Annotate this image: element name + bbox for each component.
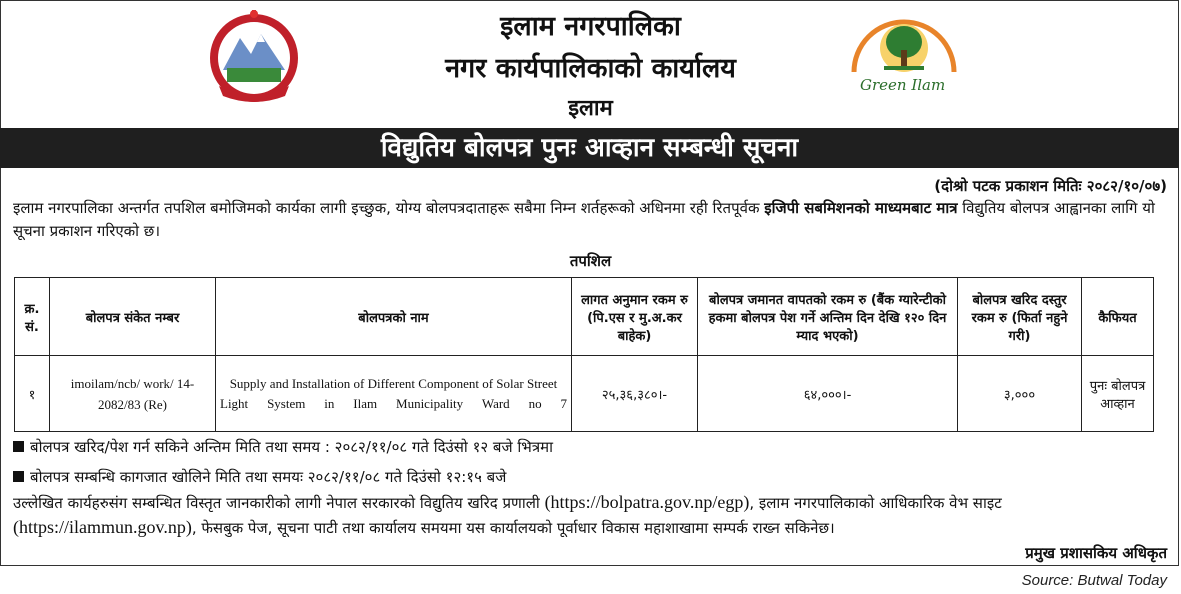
col-header-fee: बोलपत्र खरिद दस्तुर रकम रु (फिर्ता नहुने गरी) <box>958 278 1082 356</box>
col-header-name: बोलपत्रको नाम <box>216 278 572 356</box>
note-text: बोलपत्र खरिद/पेश गर्न सकिने अन्तिम मिति तथा समय : २०८२/११/०८ गते दिउंसो १२ बजे भित्रमा <box>30 438 553 456</box>
intro-text-1: इलाम नगरपालिका अन्तर्गत तपशिल बमोजिमको कार्यका लागी इच्छुक, योग्य बोलपत्रदाताहरू सबैमा निम्न शर्तहरूको अधिनमा रही रितपूर्वक <box>13 199 765 217</box>
table-header-row <box>15 278 1154 356</box>
contact-text-2: , इलाम नगरपालिकाको आधिकारिक वेभ साइट <box>749 494 1002 512</box>
note-item <box>13 467 506 487</box>
table-row <box>15 356 1154 432</box>
col-header-code: बोलपत्र संकेत नम्बर <box>50 278 216 356</box>
note-text: बोलपत्र सम्बन्धि कागजात खोलिने मिति तथा समयः २०८२/११/०८ गते दिउंसो १२:१५ बजे <box>30 468 507 486</box>
contact-paragraph <box>13 490 1173 540</box>
cell-fee: ३,००० <box>958 356 1082 432</box>
notice-header <box>0 0 1181 128</box>
cell-name: Supply and Installation of Different Component of Solar Street Light System in Ilam Municipality Ward no 7 <box>216 356 572 432</box>
publication-date: (दोश्रो पटक प्रकाशन मितिः २०८२/१०/०७) <box>934 177 1167 195</box>
cell-bid-security: ६४,०००।- <box>698 356 958 432</box>
intro-bold: इजिपी सबमिशनको माध्यमबाट मात्र <box>764 199 958 217</box>
intro-text-2: विद्युतिय बोलपत्र आह्वानका लागि यो सूचना प्रकाशन गरिएको छ। <box>13 199 1155 240</box>
col-header-sn: क्र. सं. <box>15 278 50 356</box>
square-bullet-icon <box>13 471 24 482</box>
square-bullet-icon <box>13 441 24 452</box>
office-name: नगर कार्यपालिकाको कार्यालय <box>445 53 736 84</box>
note-item <box>13 437 553 457</box>
cell-code: imoilam/ncb/ work/ 14-2082/83 (Re) <box>50 356 216 432</box>
website-link[interactable]: (https://ilammun.gov.np) <box>13 517 192 537</box>
source-credit: Source: Butwal Today <box>1021 572 1167 589</box>
col-header-estimate: लागत अनुमान रकम रु (पि.एस र मु.अ.कर बाहेक) <box>572 278 698 356</box>
col-header-bid-security: बोलपत्र जमानत वापतको रकम रु (बैंक ग्यारेन्टीको हकमा बोलपत्र पेश गर्ने अन्तिम दिन देखि १२० दिन म्याद भएको) <box>698 278 958 356</box>
tender-table <box>14 277 1154 432</box>
place-name: इलाम <box>568 96 613 121</box>
green-ilam-logo <box>840 10 968 102</box>
contact-text-3: , फेसबुक पेज, सूचना पाटी तथा कार्यालय समयमा यस कार्यालयको पूर्वाधार विकास महाशाखामा सम्पर्क राख्न सकिनेछ। <box>191 519 835 537</box>
egp-link[interactable]: (https://bolpatra.gov.np/egp) <box>544 492 750 512</box>
table-title: तपशिल <box>569 252 612 270</box>
contact-text-1: उल्लेखित कार्यहरुसंग सम्बन्धित विस्तृत जानकारीको लागी नेपाल सरकारको विद्युतिय खरिद प्रणाली <box>13 494 545 512</box>
cell-remarks: पुनः बोलपत्र आव्हान <box>1082 356 1154 432</box>
green-ilam-text: Green Ilam <box>860 76 946 94</box>
notice-title: विद्युतिय बोलपत्र पुनः आव्हान सम्बन्धी सूचना <box>0 128 1179 168</box>
municipality-name: इलाम नगरपालिका <box>500 11 681 42</box>
cell-estimate: २५,३६,३८०।- <box>572 356 698 432</box>
tree-icon <box>840 10 968 80</box>
intro-paragraph <box>13 197 1168 243</box>
cell-sn: १ <box>15 356 50 432</box>
signature: प्रमुख प्रशासकिय अधिकृत <box>1025 544 1167 562</box>
col-header-remarks: कैफियत <box>1082 278 1154 356</box>
